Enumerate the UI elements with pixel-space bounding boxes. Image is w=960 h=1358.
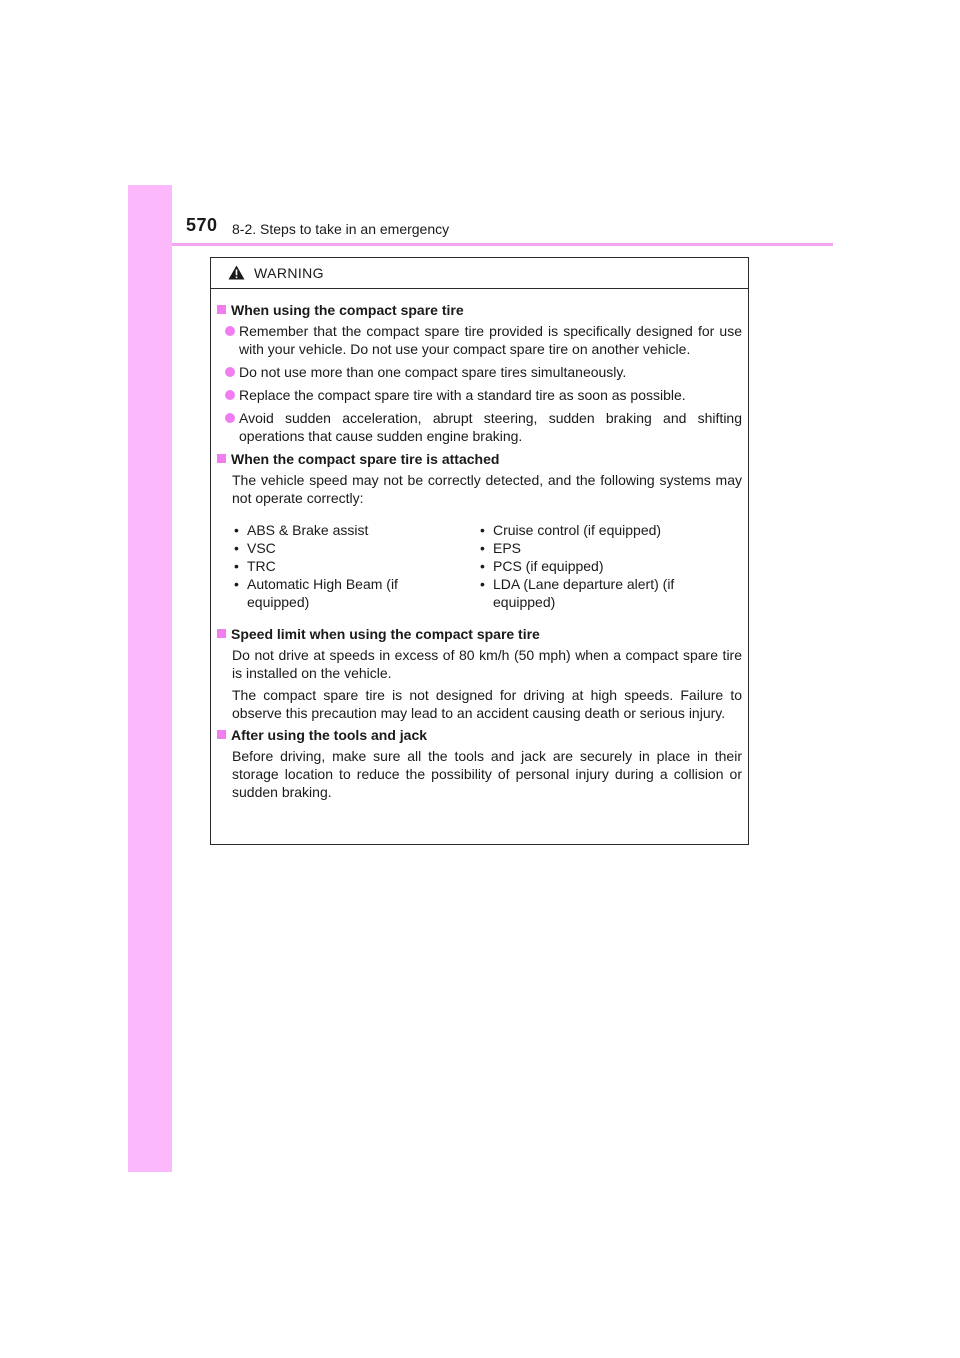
section-title: 8-2. Steps to take in an emergency [232,221,450,237]
warning-box [210,257,749,845]
list-item: • Cruise control (if equipped) [480,522,662,538]
page-number: 570 [186,215,218,235]
section-heading: After using the tools and jack [215,726,742,744]
paragraph: The compact spare tire is not designed for driving at high speeds. Failure to observe this precaution may lead to an accident causing death or serious injury. [232,687,742,721]
round-bullet-icon [225,326,235,336]
square-bullet-icon [217,305,226,314]
square-bullet-icon [217,730,226,739]
square-bullet-icon [217,454,226,463]
square-bullet-icon [217,629,226,638]
list-item: Avoid sudden acceleration, abrupt steering, sudden braking and shifting operations that cause sudden engine braking. [225,409,742,445]
list-item: Remember that the compact spare tire provided is specifically designed for use with your vehicle. Do not use your compact spare tire on another vehicle. [225,322,742,358]
section-heading: Speed limit when using the compact spare tire [215,625,742,643]
section-heading: When the compact spare tire is attached [215,450,742,468]
paragraph: Before driving, make sure all the tools and jack are securely in place in their storage location to reduce the possibility of personal injury during a collision or sudden braking. [232,748,742,800]
list-item: • VSC [234,540,276,556]
warning-body [211,289,748,801]
round-bullet-icon [225,413,235,423]
list-item: • ABS & Brake assist [234,522,369,538]
warning-triangle-icon [228,265,245,280]
warning-title: WARNING [254,265,324,281]
header-rule [172,243,833,246]
systems-column-left [234,521,480,611]
systems-column-right [480,521,726,611]
list-item: • PCS (if equipped) [480,558,604,574]
list-item: • TRC [234,558,276,574]
paragraph: Do not drive at speeds in excess of 80 km/h (50 mph) when a compact spare tire is installed on the vehicle. [232,647,742,681]
round-bullet-icon [225,367,235,377]
list-item: Do not use more than one compact spare tires simultaneously. [225,363,742,381]
systems-list [234,521,742,611]
warning-header [211,258,748,289]
list-item: • EPS [480,540,522,556]
round-bullet-icon [225,390,235,400]
list-item: • Automatic High Beam (if equipped) [234,576,398,610]
list-item: • LDA (Lane departure alert) (if equipped) [480,576,675,610]
section-heading: When using the compact spare tire [215,301,742,319]
list-item: Replace the compact spare tire with a standard tire as soon as possible. [225,386,742,404]
paragraph: The vehicle speed may not be correctly detected, and the following systems may not operate correctly: [232,472,742,506]
side-tab-strip [128,185,172,1172]
